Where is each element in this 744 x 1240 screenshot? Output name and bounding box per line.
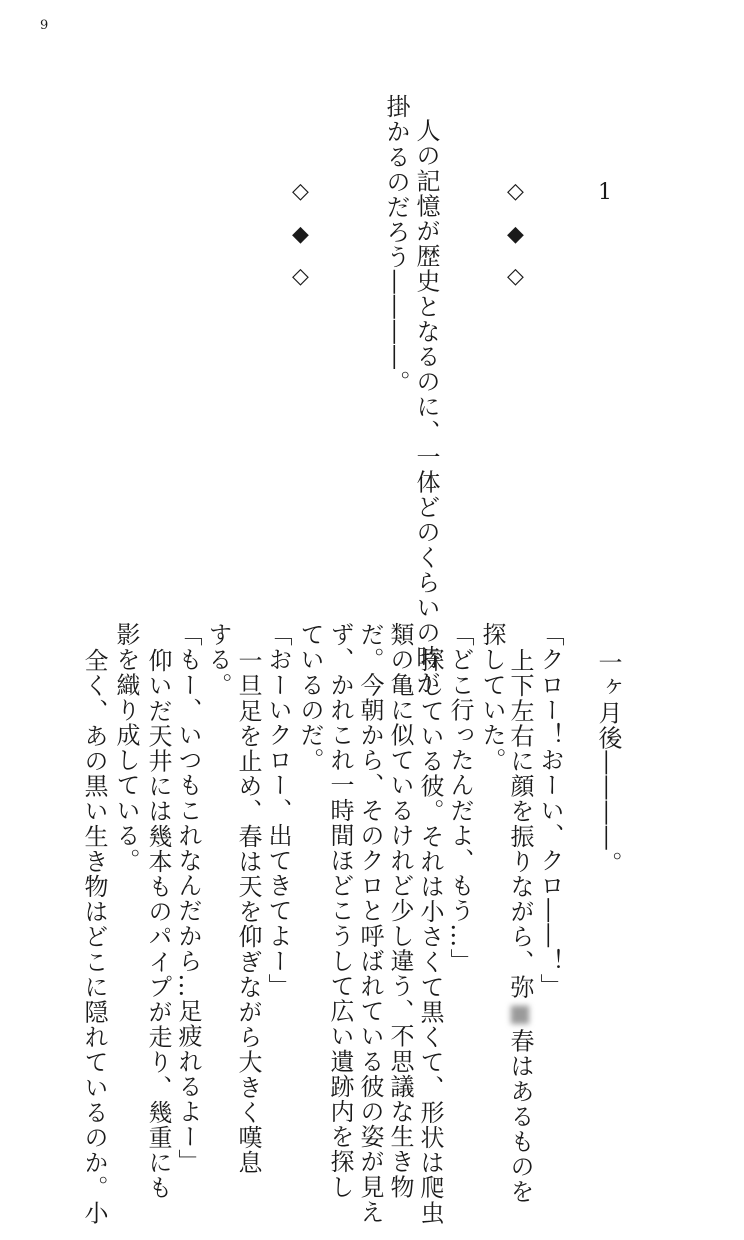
body-line: 全く、あの黒い生き物はどこに隠れているのか。小 (80, 648, 108, 1226)
body-line: 「おーいクロー、出てきてよー」 (264, 622, 292, 999)
body-line: 「もー、いつもこれなんだから…足疲れるよー」 (174, 622, 202, 1175)
body-line: 「クロー！おーい、クロ――！」 (536, 622, 564, 999)
body-line: ているのだ。 (296, 622, 324, 773)
ornament-hollow-diamond-icon: ◇ (292, 264, 309, 289)
body-line: だ。今朝から、そのクロと呼ばれている彼の姿が見え (356, 622, 384, 1225)
body-line (506, 648, 534, 1205)
page-number: 9 (40, 18, 49, 33)
prologue-line: 掛かるのだろう――――。 (382, 94, 410, 396)
prologue-line: 人の記憶が歴史となるのに、一体どのくらいの時が (412, 118, 440, 696)
body-text: 上下左右に顔を振りながら、弥 (506, 648, 534, 1000)
body-text: 春はあるものを (506, 1028, 534, 1205)
chapter-number: 1 (598, 180, 612, 205)
ornament-hollow-diamond-icon: ◇ (292, 179, 309, 204)
ornament-hollow-diamond-icon: ◇ (507, 264, 524, 289)
body-line: 探していた。 (478, 622, 506, 773)
body-line: 類の亀に似ているけれど少し違う、不思議な生き物 (386, 622, 414, 1200)
body-heading: 一ヶ月後――――。 (594, 650, 622, 876)
body-line: 仰いだ天井には幾本ものパイプが走り、幾重にも (144, 648, 172, 1201)
ornament-hollow-diamond-icon: ◇ (507, 179, 524, 204)
body-line: 一旦足を止め、春は天を仰ぎながら大きく嘆息 (234, 648, 262, 1176)
body-line: ず、かれこれ一時間ほどこうして広い遺跡内を探し (326, 622, 354, 1200)
body-line: 影を織り成している。 (112, 622, 140, 873)
body-line: する。 (204, 622, 232, 698)
ornament-filled-diamond-icon: ◆ (292, 222, 309, 247)
ornament-filled-diamond-icon: ◆ (507, 222, 524, 247)
body-line: 「どこ行ったんだよ、もう…」 (446, 622, 474, 974)
body-line: 探している彼。それは小さくて黒くて、形状は爬虫 (416, 648, 444, 1226)
blurred-text: ■ (506, 999, 534, 1029)
